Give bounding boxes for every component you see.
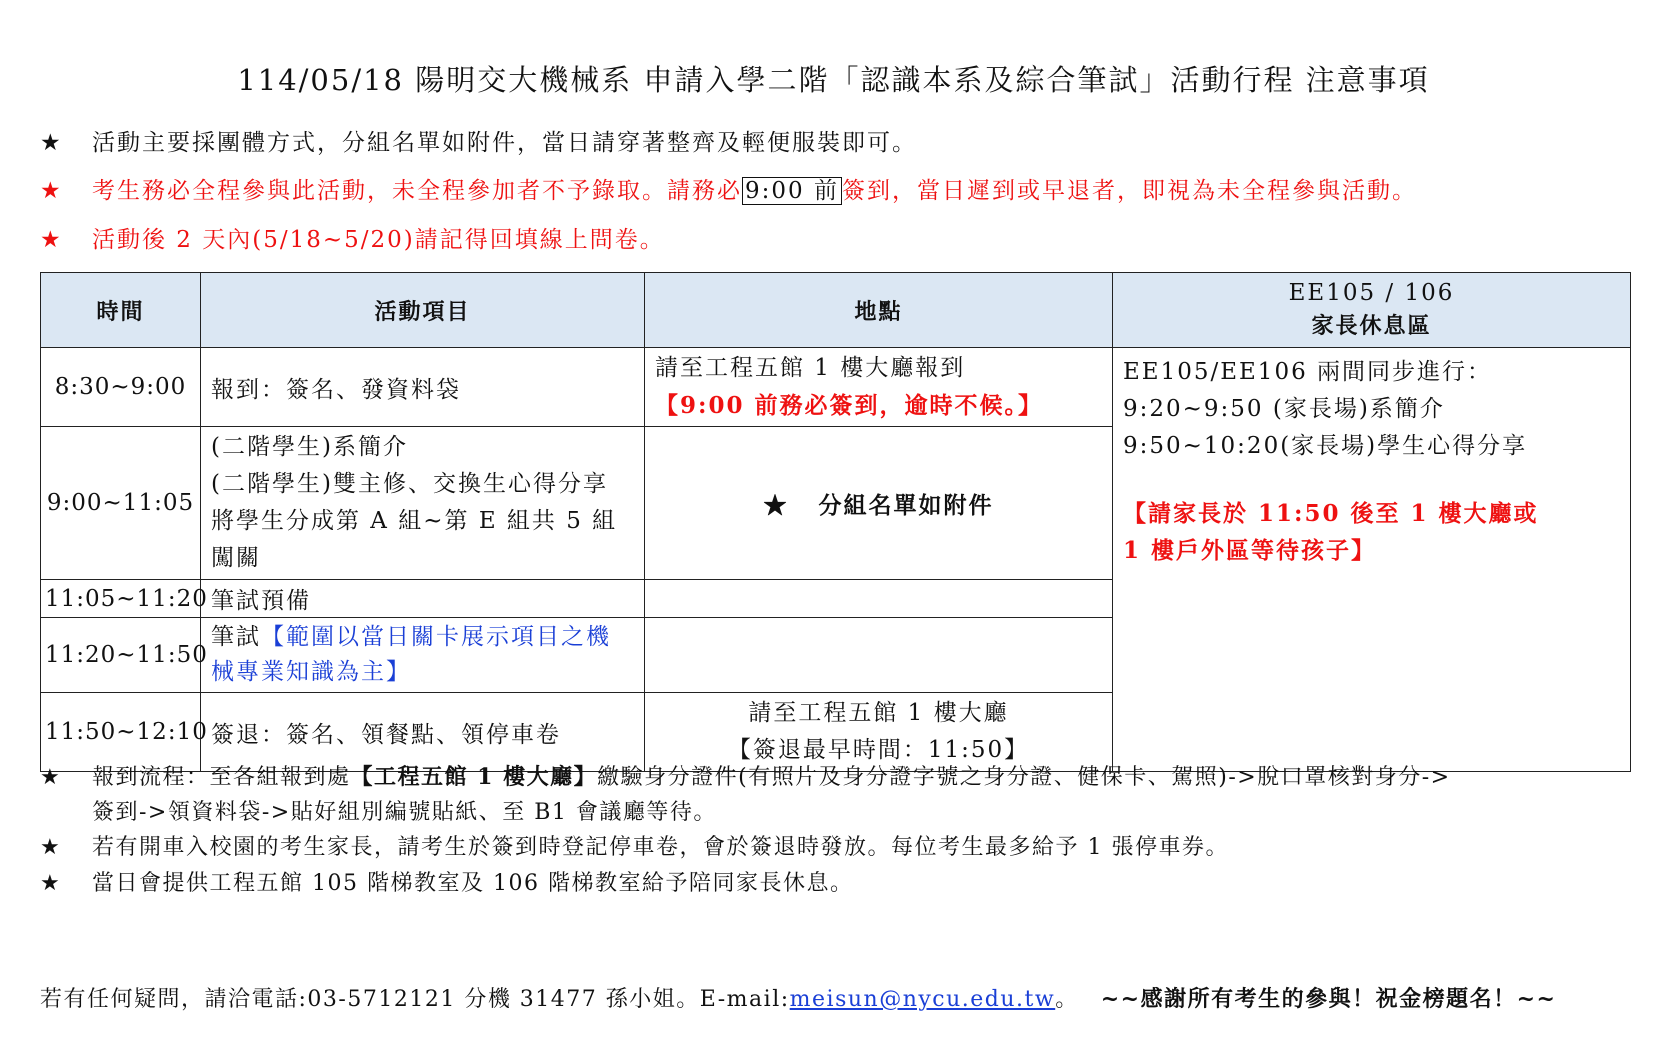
contact-end: 。 (1055, 987, 1079, 1012)
note-checkin-process-line2: 簽到->領資料袋->貼好組別編號貼紙、至 B1 會議廳等待。 (92, 800, 717, 825)
parents-line: EE105/EE106 兩間同步進行： (1123, 359, 1493, 385)
table-header-row (41, 273, 1631, 348)
parents-notice: 【請家長於 11:50 後至 1 樓大廳或 (1123, 500, 1539, 527)
row-activity (201, 618, 645, 693)
header-parents-room (1113, 273, 1631, 348)
note-full-attendance (40, 172, 1417, 205)
row-location (645, 427, 1113, 580)
parents-schedule-cell (1113, 348, 1631, 772)
header-activity: 活動項目 (201, 273, 645, 348)
note-group-activity (40, 124, 917, 157)
note-text: 當日會提供工程五館 105 階梯教室及 106 階梯教室給予陪同家長休息。 (92, 871, 854, 896)
location-line: 請至工程五館 1 樓大廳 (748, 700, 1009, 726)
contact-text: 若有任何疑問，請洽電話:03-5712121 分機 31477 孫小姐。E-mail: (40, 987, 790, 1012)
note-text: 報到流程：至各組報到處 (92, 765, 351, 790)
row-location (645, 618, 1113, 693)
star-icon: ★ (40, 871, 62, 896)
row-time: 11:50~12:10 (41, 693, 201, 772)
star-icon: ★ (40, 178, 63, 204)
row-time: 11:20~11:50 (41, 618, 201, 693)
location-warning: 【9:00 前務必簽到，逾時不候。】 (655, 392, 1044, 419)
star-icon: ★ (763, 491, 789, 519)
note-checkin-process (40, 760, 1451, 791)
parents-line: 9:50~10:20(家長場)學生心得分享 (1123, 433, 1528, 459)
header-room-line1: EE105 / 106 (1288, 280, 1455, 306)
activity-line: (二階學生)系簡介 (211, 434, 408, 460)
schedule-table (40, 272, 1631, 772)
star-icon: ★ (40, 835, 62, 860)
deadline-box: 9:00 前 (742, 177, 842, 205)
activity-line: 將學生分成第 A 組~第 E 組共 5 組闖關 (211, 508, 618, 571)
note-text: 若有開車入校園的考生家長，請考生於簽到時登記停車卷，會於簽退時發放。每位考生最多給予 1 張停車券。 (92, 835, 1229, 860)
thanks-message: ~~感謝所有考生的參與！祝金榜題名！~~ (1100, 986, 1557, 1012)
star-icon: ★ (40, 765, 62, 790)
note-text: 簽到，當日遲到或早退者，即視為未全程參與活動。 (841, 178, 1417, 204)
note-survey (40, 221, 665, 254)
note-text: 考生務必全程參與此活動，未全程參加者不予錄取。請務必 (92, 178, 742, 204)
row-location (645, 348, 1113, 427)
parents-notice: 1 樓戶外區等待孩子】 (1123, 537, 1377, 564)
star-icon: ★ (40, 227, 63, 253)
note-parent-rest (40, 866, 853, 897)
note-text: 繳驗身分證件(有照片及身分證字號之身分證、健保卡、駕照)->脫口罩核對身分-> (597, 765, 1451, 790)
note-parking (40, 830, 1229, 861)
row-location (645, 580, 1113, 618)
activity-label: 筆試 (211, 624, 261, 650)
row-time: 11:05~11:20 (41, 580, 201, 618)
document-title: 114/05/18 陽明交大機械系 申請入學二階「認識本系及綜合筆試」活動行程 注意事項 (237, 63, 1430, 97)
exam-scope: 【範圍以當日關卡展示項目之機械專業知識為主】 (211, 624, 611, 685)
table-row (41, 348, 1631, 427)
note-text: 活動主要採團體方式，分組名單如附件，當日請穿著整齊及輕便服裝即可。 (92, 130, 917, 156)
row-activity: 報到：簽名、發資料袋 (201, 348, 645, 427)
checkin-location: 【工程五館 1 樓大廳】 (350, 764, 598, 790)
star-icon: ★ (40, 130, 63, 156)
location-line: 【簽退最早時間：11:50】 (727, 737, 1030, 763)
header-time: 時間 (41, 273, 201, 348)
activity-line: (二階學生)雙主修、交換生心得分享 (211, 471, 608, 497)
header-location: 地點 (645, 273, 1113, 348)
row-time: 9:00~11:05 (41, 427, 201, 580)
footer-contact (40, 982, 1556, 1013)
email-link[interactable]: meisun@nycu.edu.tw (789, 987, 1056, 1012)
header-room-line2: 家長休息區 (1311, 314, 1432, 339)
group-list-note: 分組名單如附件 (818, 491, 994, 519)
row-time: 8:30~9:00 (41, 348, 201, 427)
parents-line: 9:20~9:50 (家長場)系簡介 (1123, 396, 1445, 422)
note-text: 活動後 2 天內(5/18~5/20)請記得回填線上問卷。 (92, 227, 665, 253)
row-activity: 簽退：簽名、領餐點、領停車卷 (201, 693, 645, 772)
row-activity: 筆試預備 (201, 580, 645, 618)
row-activity (201, 427, 645, 580)
location-line: 請至工程五館 1 樓大廳報到 (655, 355, 966, 381)
